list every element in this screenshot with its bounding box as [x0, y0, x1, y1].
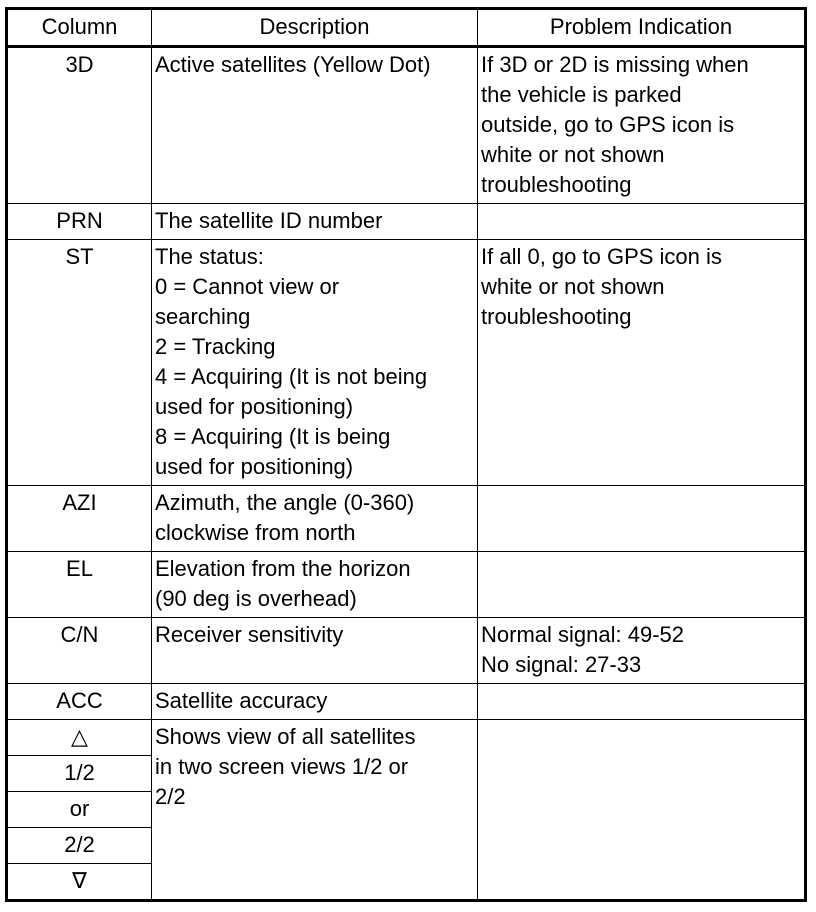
- description-line: 4 = Acquiring (It is not being: [155, 364, 428, 389]
- problem-line: If all 0, go to GPS icon is: [481, 244, 722, 269]
- problem-3d: [478, 47, 806, 204]
- problem-line: troubleshooting: [481, 304, 632, 329]
- problem-line: If 3D or 2D is missing when: [481, 52, 749, 77]
- header-row: [7, 9, 806, 47]
- description-prn: [152, 204, 478, 240]
- description-line: The satellite ID number: [155, 208, 383, 233]
- table-row-nav-up: [7, 720, 806, 756]
- description-line: in two screen views 1/2 or: [155, 754, 409, 779]
- problem-nav: [478, 720, 806, 901]
- column-name-el: EL: [7, 552, 152, 618]
- description-cn: [152, 618, 478, 684]
- description-line: clockwise from north: [155, 520, 356, 545]
- description-line: Shows view of all satellites: [155, 724, 416, 749]
- description-line: 0 = Cannot view or: [155, 274, 340, 299]
- column-name-3d: 3D: [7, 47, 152, 204]
- description-line: Active satellites (Yellow Dot): [155, 52, 431, 77]
- description-line: 2/2: [155, 784, 186, 809]
- down-triangle-glyph: ∇: [72, 868, 87, 893]
- description-line: used for positioning): [155, 454, 354, 479]
- column-name-prn: PRN: [7, 204, 152, 240]
- header-description: Description: [152, 9, 478, 47]
- table-row-azi: [7, 486, 806, 552]
- down-triangle-icon: [7, 864, 152, 901]
- description-st: [152, 240, 478, 486]
- problem-prn: [478, 204, 806, 240]
- description-line: Satellite accuracy: [155, 688, 328, 713]
- table-row-3d: [7, 47, 806, 204]
- description-acc: [152, 684, 478, 720]
- description-line: Azimuth, the angle (0-360): [155, 490, 415, 515]
- description-line: The status:: [155, 244, 264, 269]
- problem-el: [478, 552, 806, 618]
- description-line: 2 = Tracking: [155, 334, 276, 359]
- problem-line: white or not shown: [481, 274, 665, 299]
- problem-azi: [478, 486, 806, 552]
- problem-line: Normal signal: 49-52: [481, 622, 684, 647]
- up-triangle-glyph: △: [71, 724, 88, 749]
- problem-line: No signal: 27-33: [481, 652, 642, 677]
- description-el: [152, 552, 478, 618]
- gps-diagnostics-table: [5, 7, 807, 902]
- problem-line: troubleshooting: [481, 172, 632, 197]
- description-azi: [152, 486, 478, 552]
- description-line: 8 = Acquiring (It is being: [155, 424, 391, 449]
- header-problem-indication: Problem Indication: [478, 9, 806, 47]
- problem-cn: [478, 618, 806, 684]
- table-row-prn: [7, 204, 806, 240]
- description-line: Receiver sensitivity: [155, 622, 344, 647]
- description-line: Elevation from the horizon: [155, 556, 411, 581]
- problem-acc: [478, 684, 806, 720]
- problem-st: [478, 240, 806, 486]
- table-row-cn: [7, 618, 806, 684]
- or-label: or: [7, 792, 152, 828]
- problem-line: outside, go to GPS icon is: [481, 112, 735, 137]
- column-name-azi: AZI: [7, 486, 152, 552]
- column-name-acc: ACC: [7, 684, 152, 720]
- up-triangle-icon: [7, 720, 152, 756]
- description-line: (90 deg is overhead): [155, 586, 357, 611]
- description-3d: [152, 47, 478, 204]
- page-indicator-1of2: 1/2: [7, 756, 152, 792]
- problem-line: white or not shown: [481, 142, 665, 167]
- column-name-cn: C/N: [7, 618, 152, 684]
- description-line: used for positioning): [155, 394, 354, 419]
- table-row-st: [7, 240, 806, 486]
- page-indicator-2of2: 2/2: [7, 828, 152, 864]
- description-line: searching: [155, 304, 251, 329]
- problem-line: the vehicle is parked: [481, 82, 682, 107]
- table-row-acc: [7, 684, 806, 720]
- column-name-st: ST: [7, 240, 152, 486]
- description-nav: [152, 720, 478, 901]
- header-column: Column: [7, 9, 152, 47]
- table-row-el: [7, 552, 806, 618]
